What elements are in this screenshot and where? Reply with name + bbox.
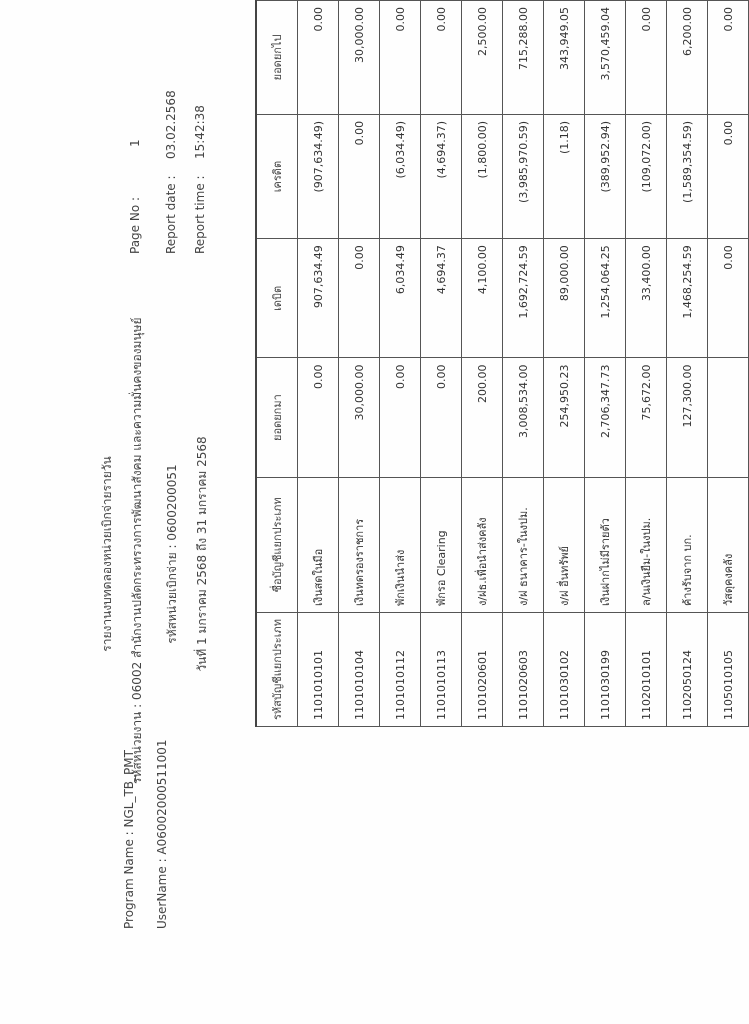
table-row — [708, 1, 749, 727]
cell-opening-balance: 254,950.23 — [544, 358, 585, 477]
cell-opening-balance: 127,300.00 — [667, 358, 708, 477]
col-header-account-code: รหัสบัญชีแยกประเภท — [256, 613, 298, 727]
cell-account-code: 1102010101 — [626, 613, 667, 727]
cell-closing-balance: 0.00 — [421, 1, 462, 115]
cell-debit: 33,400.00 — [626, 239, 667, 358]
cell-credit: (1,589,354.59) — [667, 114, 708, 238]
cell-credit: (1,800.00) — [462, 114, 503, 238]
disbursing-unit-code: รหัสหน่วยเบิกจ่าย : 0600200051 — [165, 464, 179, 644]
table-row — [626, 1, 667, 727]
cell-account-code: 1101010101 — [298, 613, 339, 727]
cell-opening-balance: 3,008,534.00 — [503, 358, 544, 477]
cell-account-name: เงินทดรองราชการ — [339, 477, 380, 612]
cell-credit: 0.00 — [708, 114, 749, 238]
cell-account-name: ง/ฝ ธนาคาร-ในงปม. — [503, 477, 544, 612]
cell-credit: (389,952.94) — [585, 114, 626, 238]
cell-account-name: พักรอ Clearing — [421, 477, 462, 612]
table-row — [380, 1, 421, 727]
cell-debit: 1,692,724.59 — [503, 239, 544, 358]
cell-account-code: 1101020603 — [503, 613, 544, 727]
program-name: Program Name : NGL_TB_PMT — [122, 750, 136, 929]
cell-account-name: เงินฝากไม่มีรายตัว — [585, 477, 626, 612]
cell-closing-balance: 3,570,459.04 — [585, 1, 626, 115]
cell-credit: (3,985,970.59) — [503, 114, 544, 238]
cell-account-code: 1101030102 — [544, 613, 585, 727]
cell-opening-balance: 200.00 — [462, 358, 503, 477]
cell-account-code: 1102050124 — [667, 613, 708, 727]
table-row — [503, 1, 544, 727]
cell-debit: 0.00 — [708, 239, 749, 358]
cell-opening-balance: 0.00 — [380, 358, 421, 477]
cell-credit: (907,634.49) — [298, 114, 339, 238]
cell-closing-balance: 30,000.00 — [339, 1, 380, 115]
date-range: วันที่ 1 มกราคม 2568 ถึง 31 มกราคม 2568 — [195, 436, 209, 672]
col-header-opening-balance: ยอดยกมา — [256, 358, 298, 477]
table-row — [544, 1, 585, 727]
cell-closing-balance: 715,288.00 — [503, 1, 544, 115]
report-time-value: 15:42:38 — [193, 105, 207, 159]
col-header-credit: เครดิต — [256, 114, 298, 238]
cell-debit: 4,694.37 — [421, 239, 462, 358]
cell-debit: 89,000.00 — [544, 239, 585, 358]
cell-account-name: วัสดุคงคลัง — [708, 477, 749, 612]
cell-credit: (4,694.37) — [421, 114, 462, 238]
cell-closing-balance: 343,949.05 — [544, 1, 585, 115]
cell-account-code: 1101010113 — [421, 613, 462, 727]
report-title: รายงานงบทดลองหน่วยเบิกจ่ายรายวัน — [100, 456, 114, 652]
cell-credit: (1.18) — [544, 114, 585, 238]
col-header-account-name: ชื่อบัญชีแยกประเภท — [256, 477, 298, 612]
cell-account-code: 1101030199 — [585, 613, 626, 727]
cell-opening-balance: 0.00 — [421, 358, 462, 477]
report-date-label: Report date : — [164, 175, 178, 254]
cell-debit: 1,468,254.59 — [667, 239, 708, 358]
cell-account-name: ค้างรับจาก บก. — [667, 477, 708, 612]
cell-account-code: 1101020601 — [462, 613, 503, 727]
cell-account-name: ง/ฝ อื่นทรัพย์ — [544, 477, 585, 612]
cell-opening-balance: 2,706,347.73 — [585, 358, 626, 477]
trial-balance-table — [255, 0, 749, 727]
table-row — [667, 1, 708, 727]
cell-debit: 6,034.49 — [380, 239, 421, 358]
cell-debit: 1,254,064.25 — [585, 239, 626, 358]
table-row — [585, 1, 626, 727]
cell-account-name: พักเงินนำส่ง — [380, 477, 421, 612]
user-name: UserName : A06002000511001 — [155, 739, 169, 929]
cell-account-name: ง/ฝธ.เพื่อนำส่งคลัง — [462, 477, 503, 612]
cell-debit: 4,100.00 — [462, 239, 503, 358]
cell-account-name: ล/นเงินยืม-ในงปม. — [626, 477, 667, 612]
cell-closing-balance: 0.00 — [380, 1, 421, 115]
col-header-closing-balance: ยอดยกไป — [256, 1, 298, 115]
cell-account-code: 1101010112 — [380, 613, 421, 727]
cell-closing-balance: 0.00 — [298, 1, 339, 115]
table-row — [298, 1, 339, 727]
cell-debit: 0.00 — [339, 239, 380, 358]
cell-credit: 0.00 — [339, 114, 380, 238]
table-row — [421, 1, 462, 727]
report-date-value: 03.02.2568 — [164, 90, 178, 159]
cell-closing-balance: 2,500.00 — [462, 1, 503, 115]
cell-opening-balance: 0.00 — [298, 358, 339, 477]
cell-debit: 907,634.49 — [298, 239, 339, 358]
page-number-label: Page No : — [128, 196, 142, 254]
table-row — [462, 1, 503, 727]
agency-code: รหัสหน่วยงาน : 06002 สำนักงานปลัดกระทรวงการพัฒนาสังคม และความมั่นคงของมนุษย์ — [130, 317, 144, 784]
cell-account-code: 1105010105 — [708, 613, 749, 727]
cell-credit: (109,072.00) — [626, 114, 667, 238]
cell-account-code: 1101010104 — [339, 613, 380, 727]
report-time-label: Report time : — [193, 175, 207, 254]
cell-opening-balance: 30,000.00 — [339, 358, 380, 477]
table-row — [339, 1, 380, 727]
table-header-row — [256, 1, 298, 727]
cell-closing-balance: 6,200.00 — [667, 1, 708, 115]
cell-closing-balance: 0.00 — [708, 1, 749, 115]
cell-credit: (6,034.49) — [380, 114, 421, 238]
col-header-debit: เดบิต — [256, 239, 298, 358]
page-number-value: 1 — [128, 139, 142, 147]
cell-opening-balance — [708, 358, 749, 477]
cell-closing-balance: 0.00 — [626, 1, 667, 115]
cell-opening-balance: 75,672.00 — [626, 358, 667, 477]
cell-account-name: เงินสดในมือ — [298, 477, 339, 612]
